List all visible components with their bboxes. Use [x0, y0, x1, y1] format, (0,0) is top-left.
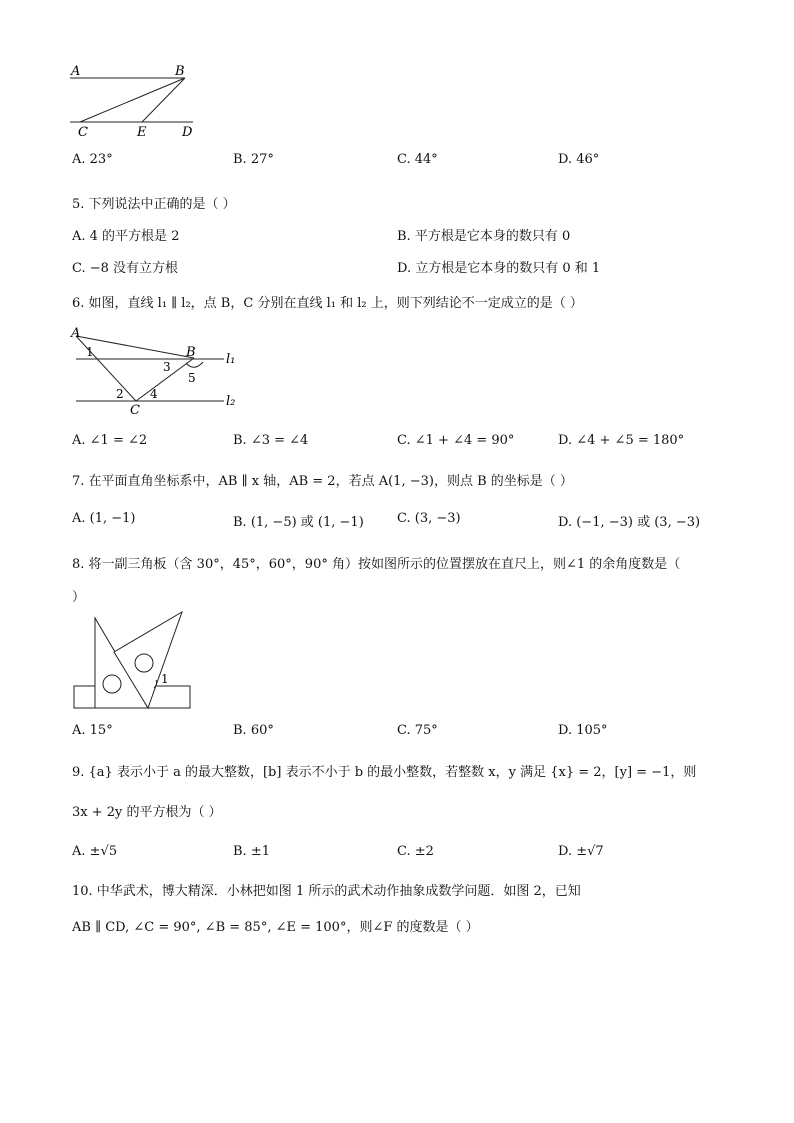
- q4-option-b[interactable]: B. 27°: [233, 152, 274, 167]
- q10-stem: 10. 中华武术，博大精深．小林把如图 1 所示的武术动作抽象成数学问题．如图 2，已知: [72, 884, 581, 899]
- q4-option-c[interactable]: C. 44°: [397, 152, 438, 167]
- label-c: C: [130, 403, 140, 418]
- angle-5-arc: [186, 362, 203, 367]
- q7-option-d[interactable]: D. (−1, −3) 或 (3, −3): [558, 515, 701, 530]
- q4-option-d[interactable]: D. 46°: [558, 152, 600, 167]
- label-b: B: [186, 345, 196, 360]
- q7-option-a[interactable]: A. (1, −1): [72, 511, 136, 526]
- q9-stem-cont: 3x + 2y 的平方根为（ ）: [72, 805, 222, 820]
- label-b: B: [175, 64, 185, 79]
- q5-option-d[interactable]: D. 立方根是它本身的数只有 0 和 1: [397, 261, 601, 276]
- label-angle-1: 1: [161, 672, 169, 686]
- q9-option-b[interactable]: B. ±1: [233, 844, 270, 859]
- q7-option-b[interactable]: B. (1, −5) 或 (1, −1): [233, 515, 364, 530]
- q6-stem: 6. 如图，直线 l₁ ∥ l₂，点 B，C 分别在直线 l₁ 和 l₂ 上，则下列结论不一定成立的是（ ）: [72, 296, 583, 311]
- label-l2: l₂: [226, 394, 236, 409]
- label-a: A: [71, 64, 81, 79]
- q5-option-c[interactable]: C. −8 没有立方根: [72, 261, 179, 276]
- line-be: [142, 78, 185, 122]
- label-e: E: [137, 125, 147, 140]
- label-a: A: [71, 326, 81, 341]
- q6-option-c[interactable]: C. ∠1 + ∠4 = 90°: [397, 433, 515, 448]
- q4-figure: [60, 58, 210, 142]
- label-angle-1: 1: [86, 345, 94, 359]
- q6-figure: [66, 322, 256, 418]
- q6-option-a[interactable]: A. ∠1 = ∠2: [72, 433, 148, 448]
- q5-option-a[interactable]: A. 4 的平方根是 2: [72, 229, 180, 244]
- q6-option-d[interactable]: D. ∠4 + ∠5 = 180°: [558, 433, 685, 448]
- label-l1: l₁: [226, 352, 236, 367]
- q9-option-a[interactable]: A. ±√5: [72, 844, 118, 859]
- q10-stem-cont: AB ∥ CD, ∠C = 90°, ∠B = 85°, ∠E = 100°，则∠F 的度数是（ ）: [72, 920, 479, 935]
- label-c: C: [78, 125, 88, 140]
- q9-option-d[interactable]: D. ±√7: [558, 844, 604, 859]
- q8-stem: 8. 将一副三角板（含 30°，45°，60°，90° 角）按如图所示的位置摆放在直尺上，则∠1 的余角度数是（: [72, 557, 681, 572]
- q8-option-c[interactable]: C. 75°: [397, 723, 438, 738]
- q5-option-b[interactable]: B. 平方根是它本身的数只有 0: [397, 229, 571, 244]
- q7-option-c[interactable]: C. (3, −3): [397, 511, 461, 526]
- q4-option-a[interactable]: A. 23°: [72, 152, 113, 167]
- q8-option-b[interactable]: B. 60°: [233, 723, 274, 738]
- label-angle-5: 5: [188, 371, 196, 385]
- q5-stem: 5. 下列说法中正确的是（ ）: [72, 197, 236, 212]
- label-angle-4: 4: [150, 387, 158, 401]
- label-angle-3: 3: [163, 360, 171, 374]
- label-angle-2: 2: [116, 387, 124, 401]
- q8-figure: [70, 610, 194, 712]
- label-d: D: [182, 125, 193, 140]
- q7-stem: 7. 在平面直角坐标系中，AB ∥ x 轴，AB = 2，若点 A(1, −3)，则点 B 的坐标是（ ）: [72, 474, 573, 489]
- q8-option-a[interactable]: A. 15°: [72, 723, 113, 738]
- q9-option-c[interactable]: C. ±2: [397, 844, 434, 859]
- q8-option-d[interactable]: D. 105°: [558, 723, 608, 738]
- line-bc: [80, 78, 185, 122]
- q6-option-b[interactable]: B. ∠3 = ∠4: [233, 433, 309, 448]
- q9-stem: 9. {a} 表示小于 a 的最大整数，[b] 表示不小于 b 的最小整数，若整数 x，y 满足 {x} = 2，[y] = −1，则: [72, 765, 697, 780]
- q8-stem-cont: ）: [72, 590, 86, 605]
